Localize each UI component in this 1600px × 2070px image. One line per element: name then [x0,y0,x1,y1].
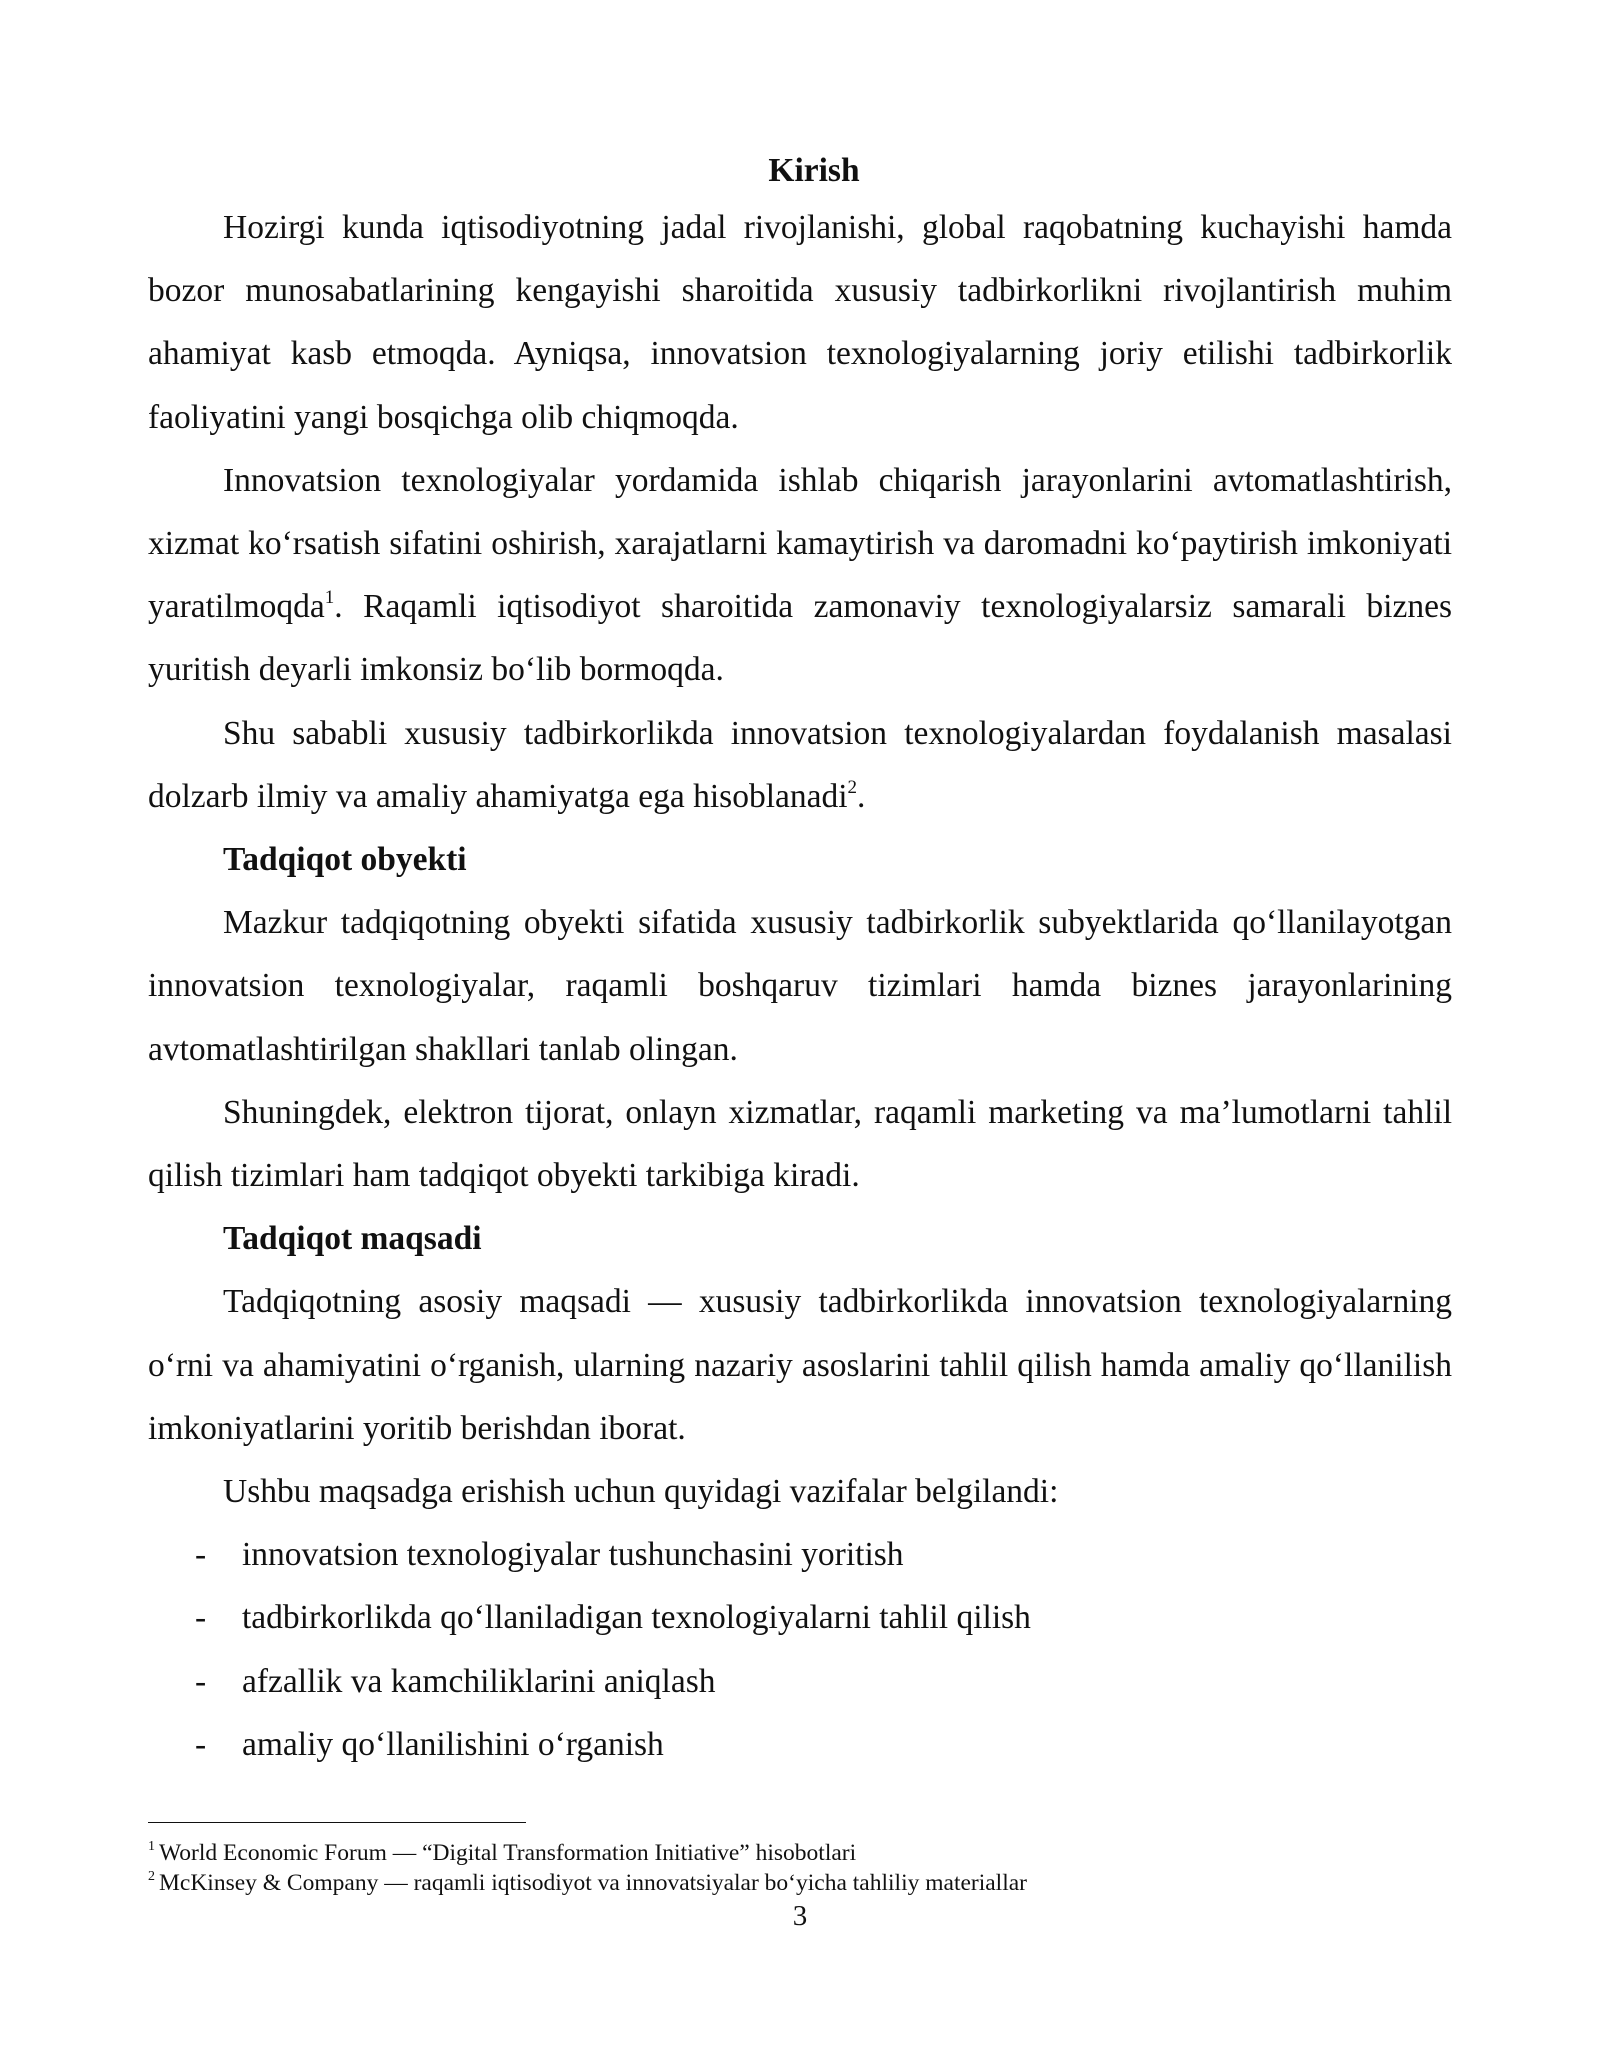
list-bullet: - [195,1725,207,1763]
paragraph-text: Ushbu maqsadga erishish uchun quyidagi vazifalar belgilandi: [223,1473,1059,1511]
footnote-number: 2 [148,1869,155,1885]
paragraph-text: Hozirgi kunda iqtisodiyotning jadal rivojlanishi, global raqobatning kuchayishi hamda bozor munosabatlarining kengayishi sharoitida xususiy tadbirkorlikni rivojlantirish muhim ahamiyat kasb etmoqda. Ayniqsa, innovatsion texnologiyalarning joriy etilishi tadbirkorlik faoliyatini yangi bosqichga olib chiqmoqda. [148,209,1452,436]
paragraph-text: Tadqiqotning asosiy maqsadi — xususiy tadbirkorlikda innovatsion texnologiyalarning o‘rni va ahamiyatini o‘rganish, ularning nazariy asoslarini tahlil qilish hamda amaliy qo‘llanilish imkoniyatlarini yoritib berishdan iborat. [148,1283,1452,1447]
footnote-text: World Economic Forum — “Digital Transformation Initiative” hisobotlari [159,1840,857,1866]
list-bullet: - [195,1536,207,1574]
paragraph-text: Shuningdek, elektron tijorat, onlayn xizmatlar, raqamli marketing va ma’lumotlarni tahlil qilish tizimlari ham tadqiqot obyekti tarkibiga kiradi. [148,1093,1452,1195]
list-bullet: - [195,1599,207,1637]
paragraph-text: Shu sababli xususiy tadbirkorlikda innovatsion texnologiyalardan foydalanish masalasi dolzarb ilmiy va amaliy ahamiyatga ega hisoblanadi [148,714,1452,815]
footnote-text: McKinsey & Company — raqamli iqtisodiyot va innovatsiyalar bo‘yicha tahliliy materiallar [159,1870,1027,1896]
intro-paragraph-1 [148,196,1452,449]
object-paragraph-2 [148,1081,1452,1207]
object-paragraph-1 [148,891,1452,1081]
paragraph-text: . Raqamli iqtisodiyot sharoitida zamonaviy texnologiyalarsiz samarali biznes yuritish deyarli imkonsiz bo‘lib bormoqda. [148,588,1452,689]
list-item-text: tadbirkorlikda qo‘llaniladigan texnologiyalarni tahlil qilish [242,1599,1031,1637]
intro-paragraph-3 [148,702,1452,828]
goal-paragraph-2 [148,1460,1452,1523]
section-heading-object: Tadqiqot obyekti [223,841,467,879]
list-item [148,1586,1452,1649]
list-item-text: amaliy qo‘llanilishini o‘rganish [242,1725,664,1763]
page-number: 3 [792,1900,808,1932]
footnote-separator [148,1822,526,1823]
document-body [148,146,1452,1776]
footnote-reference-2[interactable]: 2 [847,776,858,798]
list-item [148,1650,1452,1713]
list-item-text: innovatsion texnologiyalar tushunchasini yoritish [242,1536,904,1574]
list-item [148,1713,1452,1776]
goal-paragraph-1 [148,1270,1452,1460]
paragraph-text: Mazkur tadqiqotning obyekti sifatida xususiy tadbirkorlik subyektlarida qo‘llanilayotgan innovatsion texnologiyalar, raqamli boshqaruv tizimlari hamda biznes jarayonlarining avtomatlashtirilgan shakllari tanlab olingan. [148,904,1452,1068]
footnote-number: 1 [148,1839,155,1855]
list-item-text: afzallik va kamchiliklarini aniqlash [242,1662,716,1700]
task-list [148,1523,1452,1776]
footnotes [148,1838,1452,1898]
list-bullet: - [195,1662,207,1700]
page-title: Kirish [768,152,860,189]
footnote-reference-1[interactable]: 1 [324,587,335,609]
section-heading-goal: Tadqiqot maqsadi [223,1220,482,1258]
paragraph-text: Innovatsion texnologiyalar yordamida ishlab chiqarish jarayonlarini avtomatlashtirish, xizmat ko‘rsatish sifatini oshirish, xarajatlarni kamaytirish va daromadni ko‘paytirish imkoniyati yaratilmoqda [148,461,1452,626]
footnote-2 [148,1868,1452,1898]
list-item [148,1523,1452,1586]
paragraph-text: . [857,777,866,815]
footnote-1 [148,1838,1452,1868]
intro-paragraph-2 [148,449,1452,702]
